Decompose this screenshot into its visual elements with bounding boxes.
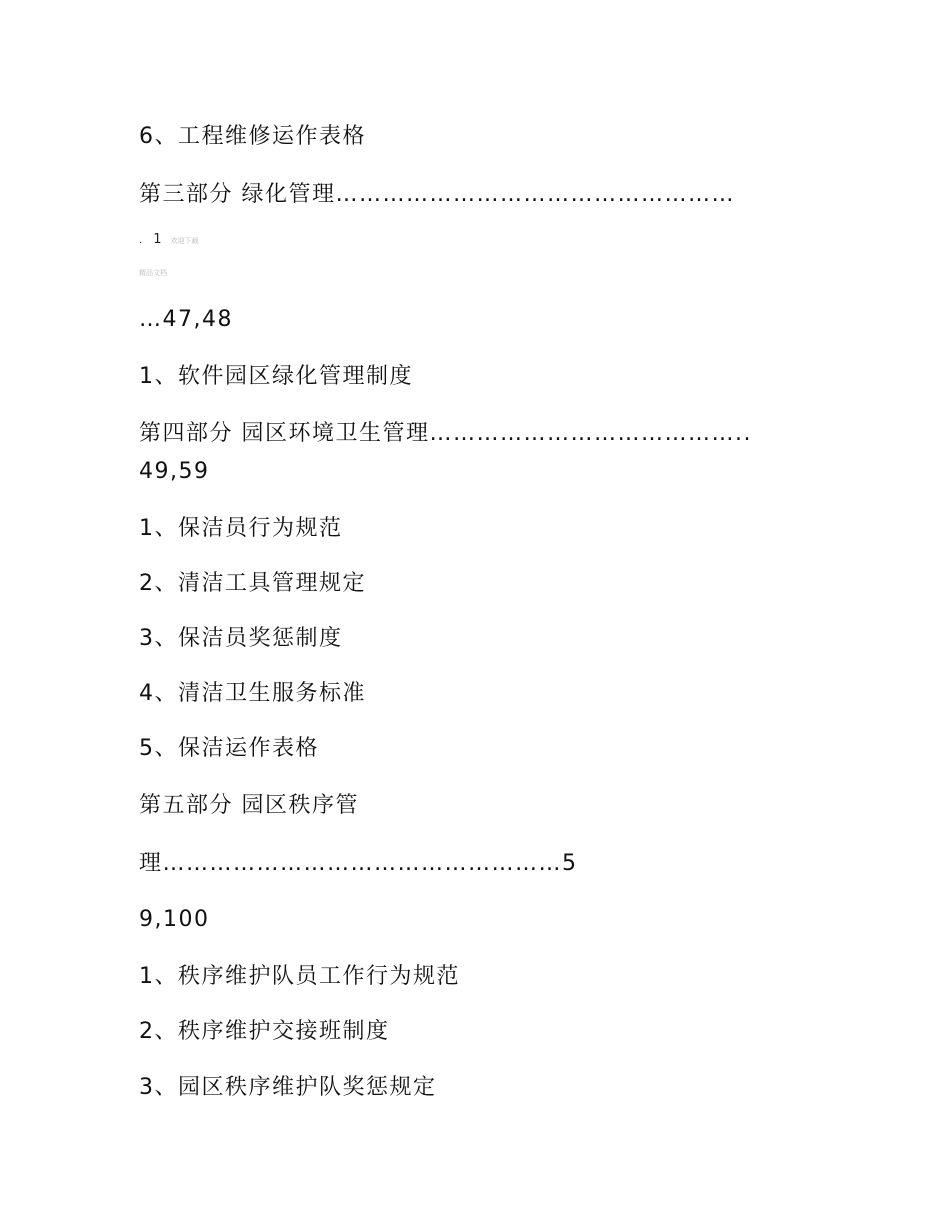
toc-line-cleaning-forms: 5、保洁运作表格: [139, 736, 319, 761]
watermark-text: 精品文档: [139, 269, 167, 277]
toc-line-greening-rules: 1、软件园区绿化管理制度: [139, 364, 413, 389]
toc-line-cleaning-standards: 4、清洁卫生服务标准: [139, 681, 366, 706]
toc-line-security-rewards: 3、园区秩序维护队奖惩规定: [139, 1075, 437, 1100]
toc-line-shift-handover: 2、秩序维护交接班制度: [139, 1019, 390, 1044]
toc-line-part-five-order-cont: 理……………………………………………5: [139, 851, 578, 876]
toc-line-security-conduct: 1、秩序维护队员工作行为规范: [139, 964, 460, 989]
toc-line-cleaning-tools: 2、清洁工具管理规定: [139, 571, 366, 596]
toc-line-part-three-greening: 第三部分 绿化管理……………………………………………: [139, 182, 735, 207]
page-footer: [139, 228, 199, 247]
toc-line-page-ref-59-100: 9,100: [139, 907, 210, 932]
toc-line-cleaner-conduct: 1、保洁员行为规范: [139, 516, 343, 541]
toc-line-cleaner-rewards: 3、保洁员奖惩制度: [139, 626, 343, 651]
toc-line-part-five-order: 第五部分 园区秩序管: [139, 793, 359, 818]
toc-line-engineering-forms: 6、工程维修运作表格: [139, 124, 366, 149]
toc-line-page-ref-47-48: …47,48: [139, 307, 233, 332]
footer-dot: .: [139, 235, 143, 246]
toc-line-page-ref-49-59: 49,59: [139, 459, 210, 484]
footer-note: 欢迎下载: [170, 237, 199, 245]
footer-page-number: 1: [153, 232, 162, 247]
toc-line-part-four-sanitation: 第四部分 园区环境卫生管理…………………………………..: [139, 421, 752, 446]
